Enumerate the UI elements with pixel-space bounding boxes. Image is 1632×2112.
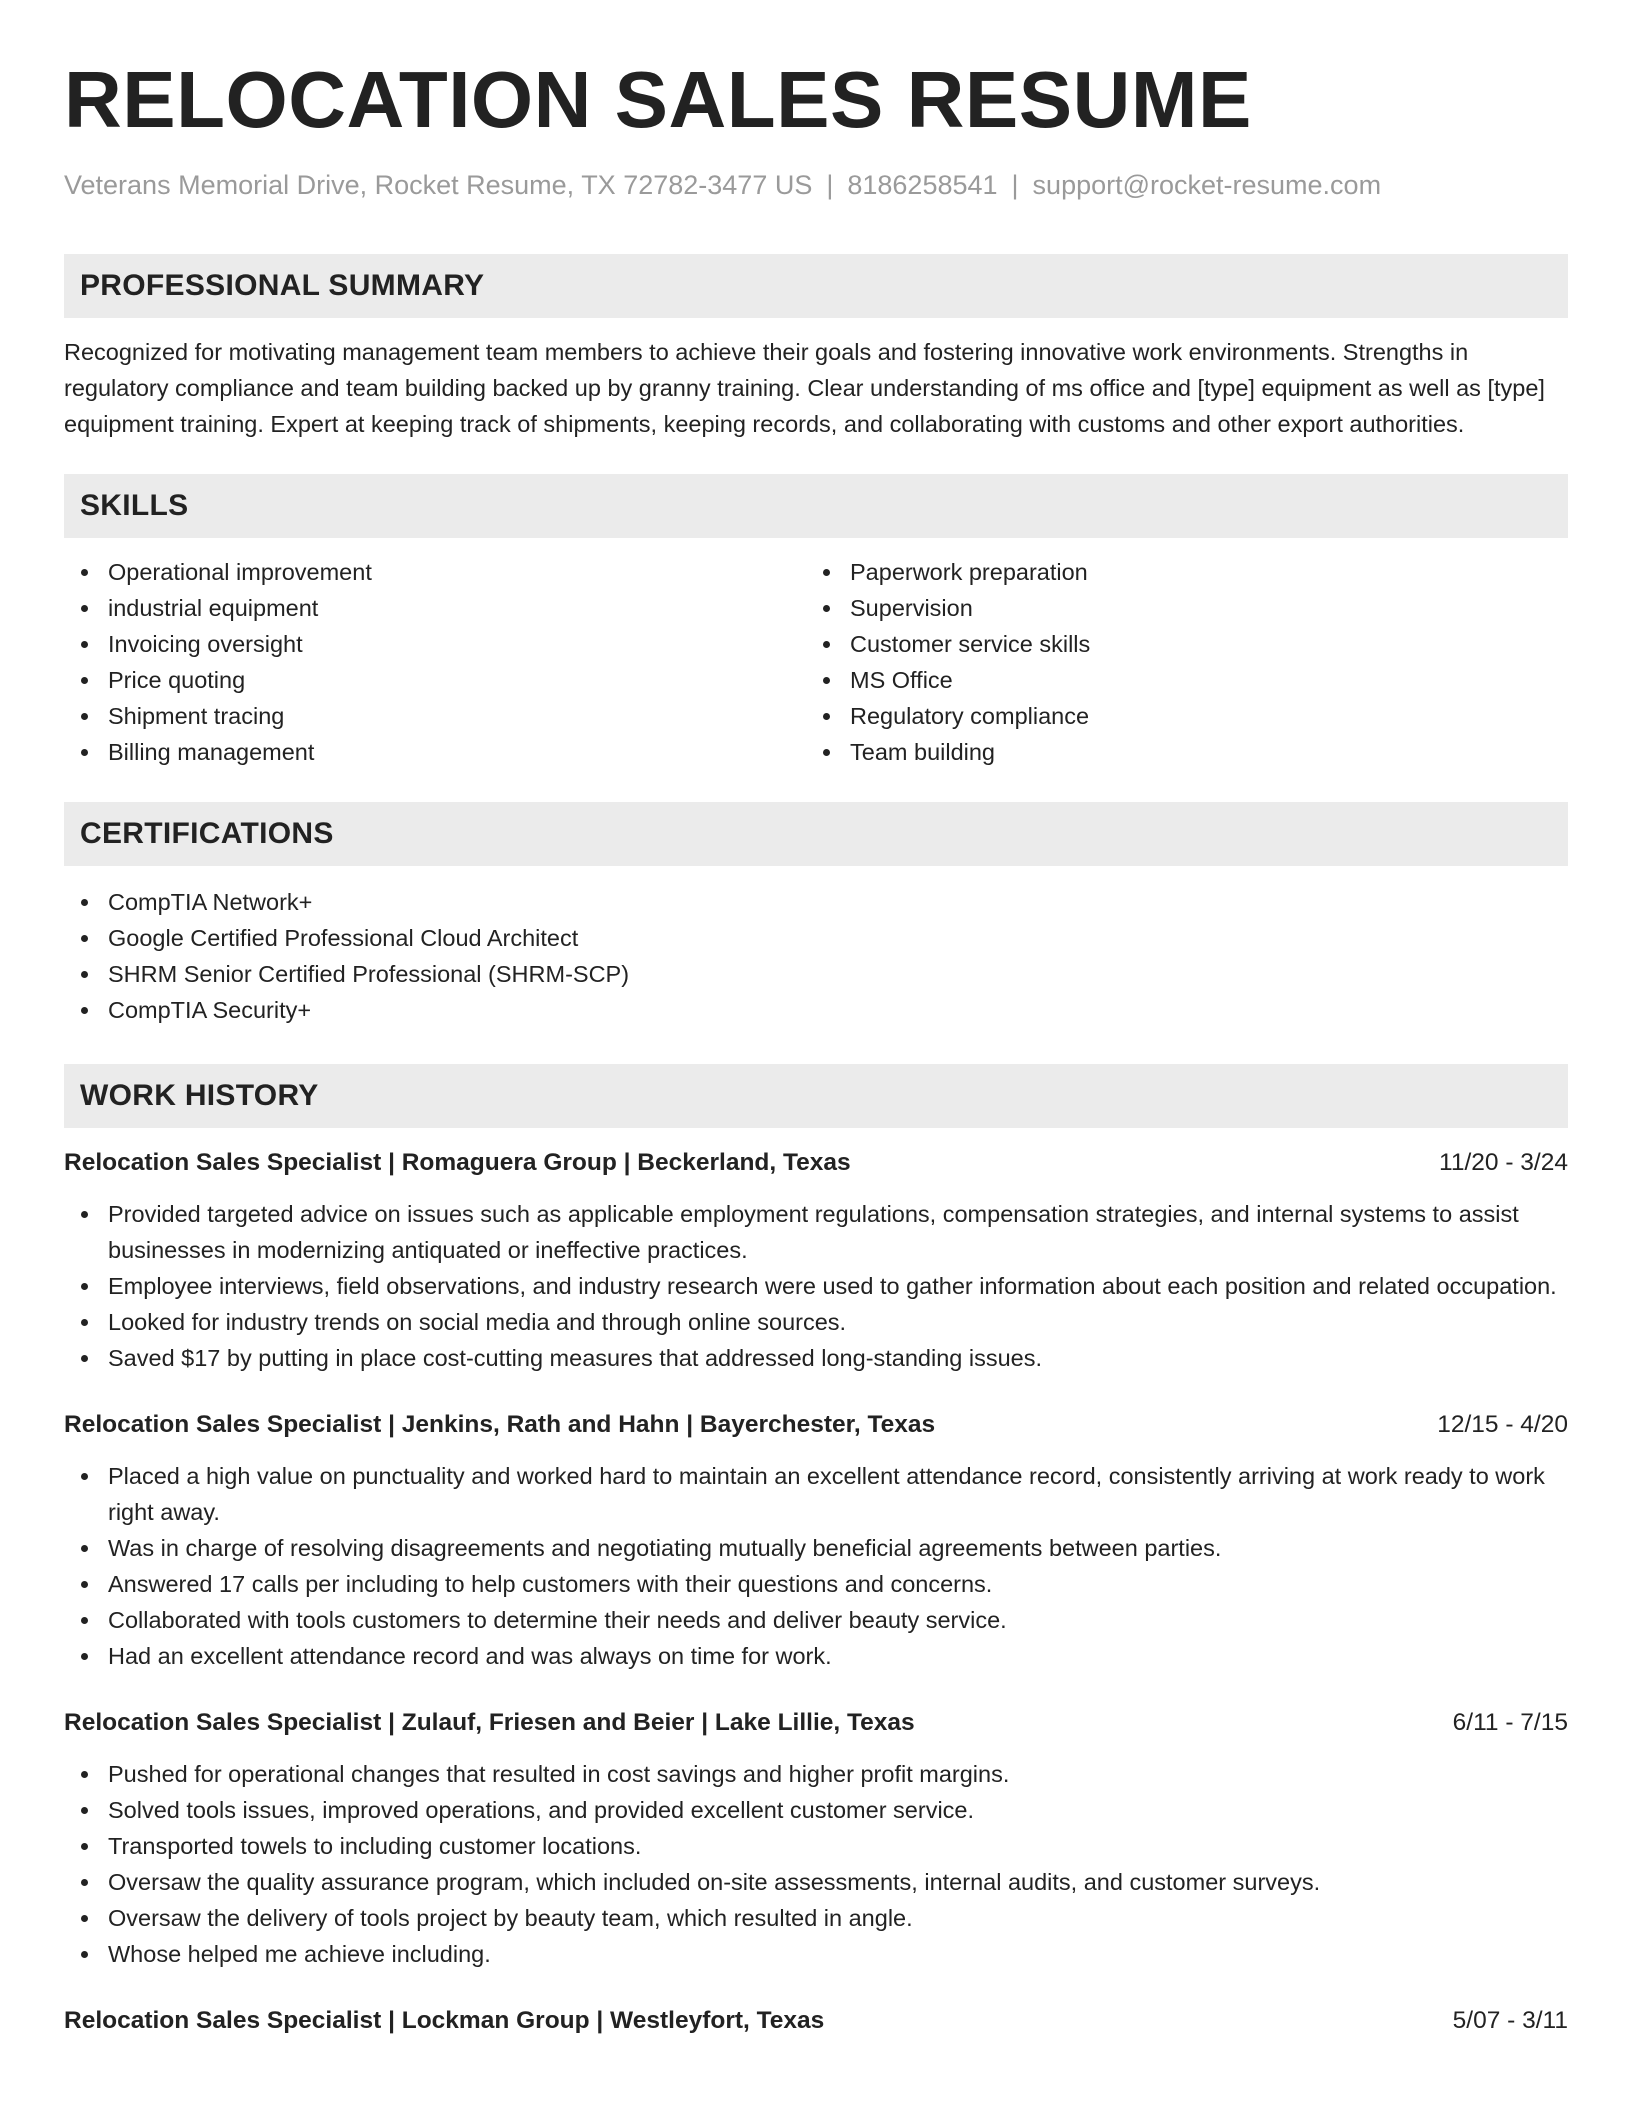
job-bullet: Employee interviews, field observations, and industry research were used to gather information about each position and related occupation. [64, 1268, 1568, 1304]
section-header-summary: PROFESSIONAL SUMMARY [64, 254, 1568, 318]
certification-item: CompTIA Network+ [64, 884, 1568, 920]
certification-item: SHRM Senior Certified Professional (SHRM-SCP) [64, 956, 1568, 992]
job-bullet: Oversaw the delivery of tools project by beauty team, which resulted in angle. [64, 1900, 1568, 1936]
skills-column-right [806, 554, 1548, 770]
resume-name: RELOCATION SALES RESUME [64, 55, 1252, 144]
contact-phone: 8186258541 [847, 170, 998, 200]
skill-item: Billing management [64, 734, 806, 770]
job-bullet: Solved tools issues, improved operations, and provided excellent customer service. [64, 1792, 1568, 1828]
skill-item: Team building [806, 734, 1548, 770]
job-header [64, 1408, 1568, 1442]
job-dates: 6/11 - 7/15 [1452, 1709, 1568, 1736]
job-bullet: Oversaw the quality assurance program, which included on-site assessments, internal audits, and customer surveys. [64, 1864, 1568, 1900]
skill-item: Invoicing oversight [64, 626, 806, 662]
job-bullet: Saved $17 by putting in place cost-cutting measures that addressed long-standing issues. [64, 1340, 1568, 1376]
skill-item: Operational improvement [64, 554, 806, 590]
job-bullet: Was in charge of resolving disagreements and negotiating mutually beneficial agreements between parties. [64, 1530, 1568, 1566]
job-header [64, 2004, 1568, 2038]
skill-item: Price quoting [64, 662, 806, 698]
summary-text: Recognized for motivating management team members to achieve their goals and fostering innovative work environments. Strengths in regulatory compliance and team building backed up by granny training. Clear understanding of ms office and [type] equipment as well as [type] equipment training. Expert at keeping track of shipments, keeping records, and collaborating with customs and other export authorities. [64, 339, 1545, 437]
job-entry [64, 1408, 1568, 1674]
job-bullet-list [64, 1756, 1568, 1972]
job-bullet: Whose helped me achieve including. [64, 1936, 1568, 1972]
skill-item: Paperwork preparation [806, 554, 1548, 590]
job-header [64, 1706, 1568, 1740]
contact-email: support@rocket-resume.com [1032, 170, 1382, 200]
skills-grid [64, 554, 1568, 770]
job-title: Relocation Sales Specialist | Jenkins, Rath and Hahn | Bayerchester, Texas [64, 1411, 936, 1438]
skill-item: Regulatory compliance [806, 698, 1548, 734]
work-history-list [64, 1146, 1568, 2038]
certification-item: Google Certified Professional Cloud Architect [64, 920, 1568, 956]
skill-item: MS Office [806, 662, 1548, 698]
skill-item: industrial equipment [64, 590, 806, 626]
job-bullet: Answered 17 calls per including to help customers with their questions and concerns. [64, 1566, 1568, 1602]
section-header-work-history: WORK HISTORY [64, 1064, 1568, 1128]
job-title: Relocation Sales Specialist | Lockman Group | Westleyfort, Texas [64, 2007, 825, 2034]
job-bullet: Placed a high value on punctuality and worked hard to maintain an excellent attendance record, consistently arriving at work ready to work right away. [64, 1458, 1568, 1530]
job-bullet: Looked for industry trends on social media and through online sources. [64, 1304, 1568, 1340]
skill-item: Customer service skills [806, 626, 1548, 662]
job-bullet: Transported towels to including customer locations. [64, 1828, 1568, 1864]
job-bullet: Collaborated with tools customers to determine their needs and deliver beauty service. [64, 1602, 1568, 1638]
section-header-certifications: CERTIFICATIONS [64, 802, 1568, 866]
contact-address: Veterans Memorial Drive, Rocket Resume, TX 72782-3477 US [64, 170, 813, 200]
job-bullet: Pushed for operational changes that resulted in cost savings and higher profit margins. [64, 1756, 1568, 1792]
contact-line [64, 168, 1568, 202]
job-entry [64, 2004, 1568, 2038]
job-title: Relocation Sales Specialist | Zulauf, Friesen and Beier | Lake Lillie, Texas [64, 1709, 915, 1736]
certifications-list [64, 884, 1568, 1028]
job-bullet-list [64, 1196, 1568, 1376]
contact-separator: | [826, 170, 834, 200]
section-header-skills: SKILLS [64, 474, 1568, 538]
job-dates: 12/15 - 4/20 [1437, 1411, 1568, 1438]
job-dates: 5/07 - 3/11 [1452, 2007, 1568, 2034]
job-bullet: Provided targeted advice on issues such as applicable employment regulations, compensation strategies, and internal systems to assist businesses in modernizing antiquated or ineffective practices. [64, 1196, 1568, 1268]
job-entry [64, 1146, 1568, 1376]
certification-item: CompTIA Security+ [64, 992, 1568, 1028]
contact-separator: | [1011, 170, 1019, 200]
skill-item: Supervision [806, 590, 1548, 626]
job-dates: 11/20 - 3/24 [1439, 1149, 1568, 1176]
job-entry [64, 1706, 1568, 1972]
job-header [64, 1146, 1568, 1180]
skill-item: Shipment tracing [64, 698, 806, 734]
job-title: Relocation Sales Specialist | Romaguera Group | Beckerland, Texas [64, 1149, 851, 1176]
job-bullet-list [64, 1458, 1568, 1674]
skills-column-left [64, 554, 806, 770]
job-bullet: Had an excellent attendance record and was always on time for work. [64, 1638, 1568, 1674]
